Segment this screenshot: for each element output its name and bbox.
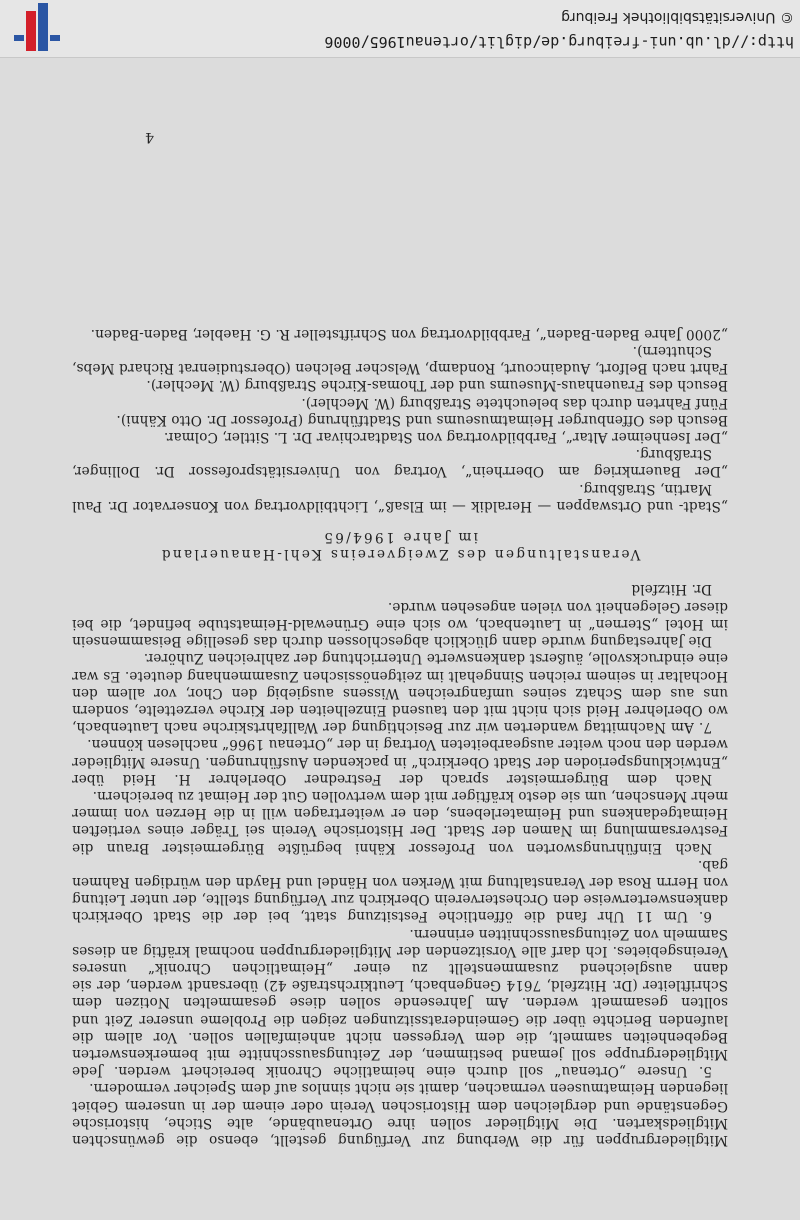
event-item: „Stadt- und Ortswappen — Heraldik — im Elsaß“, Lichtbildvortrag von Konservator Dr. Paul Martin, Straßburg. bbox=[72, 480, 728, 514]
event-item: „Der Bauernkrieg am Oberrhein“, Vortrag von Universitätsprofessor Dr. Dollinger, Straßburg. bbox=[72, 446, 728, 480]
section-heading-line: Veranstaltungen des Zweigvereins Kehl-Hanauerland bbox=[159, 546, 641, 563]
event-item: Fünf Fahrten durch das beleuchtete Straßburg (W. Mechler). bbox=[301, 394, 728, 411]
event-item: Fahrt nach Belfort, Audaincourt, Rondamp, Welscher Belchen (Oberstudienrat Richard Mebs, Schuttern). bbox=[72, 343, 728, 377]
page-body bbox=[72, 325, 728, 1148]
paragraph: 6. Um 11 Uhr fand die öffentliche Festsitzung statt, bei der die Stadt Oberkirch dankenswerterweise den Orchesterverein Oberkirch zur Verfügung stellte, der unter Leitung von Herrn Rosa der Veranstaltung mit Werken von Händel und Haydn den würdigen Rahmen gab. bbox=[72, 856, 728, 925]
footer-url[interactable]: http://dl.ub.uni-freiburg.de/diglit/ortenau1965/0006 bbox=[324, 33, 794, 51]
section-heading-line: im Jahre 1964/65 bbox=[322, 529, 479, 546]
event-item: Besuch des Offenburger Heimatmuseums und Stadtführung (Professor Dr. Otto Kähni). bbox=[116, 411, 728, 428]
page-number: 4 bbox=[145, 129, 154, 145]
footer-library: © Universitätsbibliothek Freiburg bbox=[561, 9, 794, 25]
paragraph: 7. Am Nachmittag wanderten wir zur Besichtigung der Wallfahrtskirche nach Lautenbach, wo Oberlehrer Heid sich nicht mit den tausend Einzelheiten der Kirche verzettelte, sondern uns aus dem Schatz seines umfangreichen Wissens ausgiebig den Chor, vor allem den Hochaltar in seinem reichen Sinngehalt im zeitgenössischen Zusammenhang deutete. Es war eine eindrucksvolle, äußerst dankenswerte Unterrichtung der zahlreichen Zuhörer. bbox=[72, 650, 728, 736]
paragraph: 5. Unsere „Ortenau“ soll durch eine heimatliche Chronik bereichert werden. Jede Mitgliedergruppe soll jemand bestimmen, der Zeitungsausschnitte mit bemerkenswerten Begebenheiten sammelt, die dem Vergessen nicht anheimfallen sollen. Vor allem die laufenden Berichte über die Gemeinderatssitzungen zeigen die Probleme unserer Zeit und sollten gesammelt werden. Am Jahresende sollen diese gesammelten Notizen dem Schriftleiter (Dr. Hitzfeld, 7614 Gengenbach, Leutkirchstraße 42) übersandt werden, der sie dann ausgleichend zusammenstellt zu einer „Heimatlichen Chronik“ unseres Vereinsgebietes. Ich darf alle Vorsitzenden der Mitgliedergruppen nochmal kräftig an dieses Sammeln von Zeitungsausschnitten erinnern. bbox=[72, 925, 728, 1080]
library-logo-icon bbox=[8, 3, 60, 51]
paragraph: Nach dem Bürgermeister sprach der Festredner Oberlehrer H. Heid über „Entwicklungsperioden der Stadt Oberkirch“ in packenden Ausführungen. Unsere Mitglieder werden den noch weiter ausgearbeiteten Vortrag in der „Ortenau 1966“ nachlesen können. bbox=[72, 736, 728, 787]
paragraph: Mitgliedergruppen für die Werbung zur Verfügung gestellt, ebenso die gewünschten Mitgliedskarten. Die Mitglieder sollen ihre Ortenaubände, alte Stiche, historische Gegenstände und dergleichen dem Historischen Verein oder einem der in unserem Gebiet liegenden Heimatmuseen vermachen, damit sie nicht sinnlos auf dem Speicher vermodern. bbox=[72, 1080, 728, 1148]
paragraph: Nach Einführungsworten von Professor Kähni begrüßte Bürgermeister Braun die Festversammlung im Namen der Stadt. Der Historische Verein sei Träger eines vertieften Heimatgedankens und Heimaterlebens, den er weitertragen will in die Herzen von immer mehr Menschen, um sie desto kräftiger mit dem wertvollen Gut der Heimat zu bereichern. bbox=[72, 787, 728, 856]
event-item: Besuch des Frauenhaus-Museums und der Thomas-Kirche Straßburg (W. Mechler). bbox=[146, 377, 728, 394]
section-heading bbox=[72, 528, 728, 562]
event-item: „2000 Jahre Baden-Baden“, Farbbildvortrag von Schriftsteller R. G. Haebler, Baden-Baden. bbox=[90, 325, 728, 342]
footer-bar bbox=[0, 0, 800, 58]
signature: Dr. Hitzfeld bbox=[631, 581, 712, 598]
paragraph: Die Jahrestagung wurde dann glücklich abgeschlossen durch das gesellige Beisammensein im Hotel „Sternen“ in Lautenbach, wo sich eine Grünewald-Heimatstube befindet, die bei dieser Gelegenheit von vielen angesehen wurde. bbox=[72, 598, 728, 650]
event-item: „Der Isenheimer Altar“, Farbbildvortrag von Stadtarchivar Dr. L. Sittler, Colmar. bbox=[163, 429, 728, 446]
